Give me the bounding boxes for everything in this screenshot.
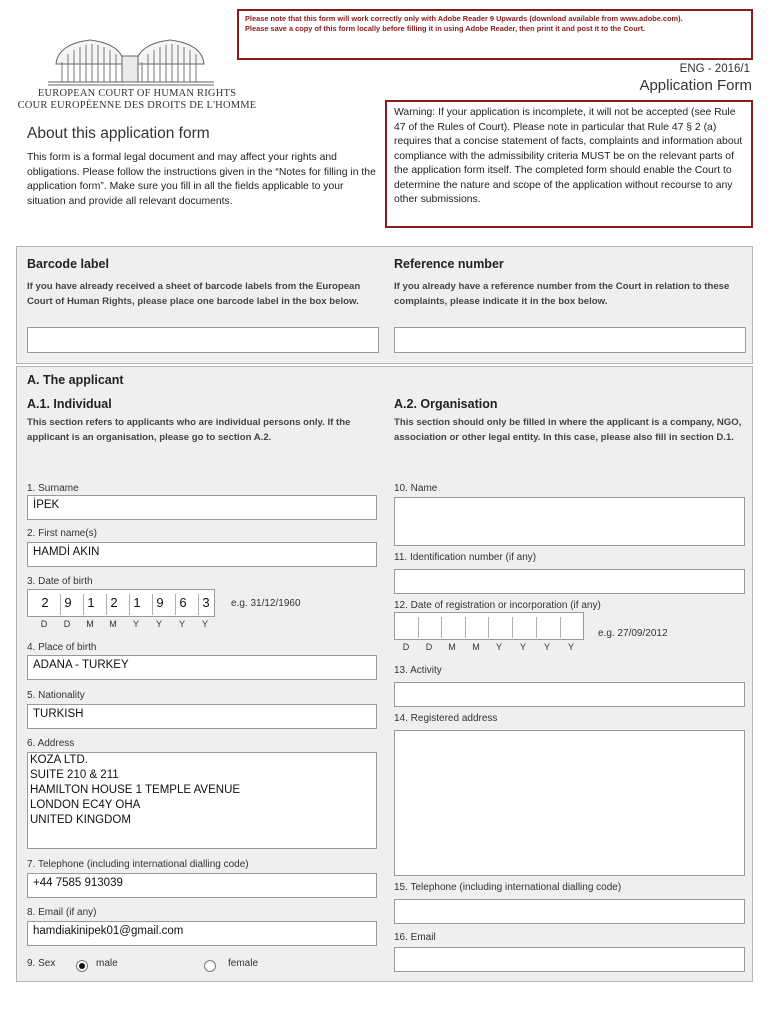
digit-divider [418,617,419,638]
org-reg-example: e.g. 27/09/2012 [598,628,668,639]
digit-divider [560,617,561,638]
court-name-french: COUR EUROPÉENNE DES DROITS DE L'HOMME [17,100,257,111]
sex-female-label: female [228,958,259,969]
dob-example: e.g. 31/12/1960 [231,598,301,609]
nationality-field[interactable]: TURKISH [27,704,377,729]
barcode-instructions: If you have already received a sheet of barcode labels from the European Court of Human Rights, please place one barcode label in the box below. [27,281,361,307]
pob-label: 4. Place of birth [27,642,97,653]
sex-male-label: male [96,958,118,969]
about-text: This form is a formal legal document and may affect your rights and obligations. Please follow the instructions given in the “Notes for filling in the application form”. Make sure you fill in all the fields applicable to your situation and provide all relevant documents. [27,152,376,207]
org-name-field[interactable] [394,497,745,546]
email-field[interactable]: hamdiakinipek01@gmail.com [27,921,377,946]
first-name-field[interactable]: HAMDİ AKIN [27,542,377,567]
organisation-instructions: This section should only be filled in where the applicant is a company, NGO, association or other legal entity. In this case, please also fill in section D.1. [394,417,742,443]
form-code: ENG - 2016/1 [679,63,750,75]
barcode-label-box[interactable] [27,327,379,353]
reg-letter: Y [543,642,550,652]
dob-letter: M [86,619,94,629]
dob-field[interactable] [27,589,215,617]
notice-line-2: Please save a copy of this form locally before filling it in using Adobe Reader, then print it and post it to the Court. [245,24,646,33]
dob-digit: 6 [179,595,187,610]
org-activity-label: 13. Activity [394,665,442,676]
reg-letter: D [425,642,433,652]
org-activity-field[interactable] [394,682,745,707]
org-name-label: 10. Name [394,483,438,494]
email-label: 8. Email (if any) [27,907,97,918]
reference-title: Reference number [394,257,504,271]
dob-digit: 1 [87,595,95,610]
barcode-reference-panel [16,246,753,364]
dob-digit: 1 [133,595,141,610]
org-id-field[interactable] [394,569,745,594]
notice-line-1: Please note that this form will work correctly only with Adobe Reader 9 Upwards (download available from www.adobe.com). [245,14,683,23]
dob-digit: 9 [64,595,72,610]
dob-format-letters [27,619,217,631]
phone-label: 7. Telephone (including international dialling code) [27,859,249,870]
dob-letter: D [40,619,48,629]
sex-male-radio[interactable] [76,960,88,972]
dob-letter: Y [178,619,185,629]
reg-letter: Y [567,642,574,652]
organisation-title: A.2. Organisation [394,397,498,411]
dob-letter: Y [201,619,208,629]
individual-instructions: This section refers to applicants who are individual persons only. If the applicant is an organisation, please go to section A.2. [27,417,351,443]
reference-number-input[interactable] [394,327,746,353]
reg-letter: D [402,642,410,652]
digit-divider [441,617,442,638]
applicant-section-title: A. The applicant [27,373,124,387]
incomplete-application-warning: Warning: If your application is incomplete, it will not be accepted (see Rule 47 of the Rules of Court). Please note in particular that Rule 47 § 2 (a) requires that a concise statement of facts, complaints and information about compliance with the admissibility criteria MUST be on the relevant parts of the application form itself. The completed form should enable the Court to determine the nature and scope of the application without recourse to any other submissions. [385,100,753,228]
address-field[interactable]: KOZA LTD. SUITE 210 & 211 HAMILTON HOUSE 1 TEMPLE AVENUE LONDON EC4Y OHA UNITED KINGDOM [27,752,377,849]
sex-label: 9. Sex [27,958,56,969]
org-reg-date-label: 12. Date of registration or incorporation (if any) [394,600,601,611]
sex-female-radio[interactable] [204,960,216,972]
org-address-label: 14. Registered address [394,713,498,724]
dob-letter: D [63,619,71,629]
digit-divider [465,617,466,638]
org-phone-field[interactable] [394,899,745,924]
reg-letter: M [472,642,480,652]
digit-divider [512,617,513,638]
address-label: 6. Address [27,738,75,749]
dob-digit: 9 [156,595,164,610]
digit-divider [488,617,489,638]
dob-letter: Y [132,619,139,629]
org-email-field[interactable] [394,947,745,972]
first-name-label: 2. First name(s) [27,528,98,539]
phone-field[interactable]: +44 7585 913039 [27,873,377,898]
org-email-label: 16. Email [394,932,436,943]
individual-title: A.1. Individual [27,397,112,411]
dob-digit: 2 [110,595,118,610]
org-reg-format-letters [394,642,584,654]
applicant-panel [16,366,753,982]
org-reg-date-field[interactable] [394,612,584,640]
nationality-label: 5. Nationality [27,690,85,701]
reg-letter: Y [495,642,502,652]
reference-instructions: If you already have a reference number from the Court in relation to these complaints, please indicate it in the box below. [394,281,730,307]
dob-digit: 2 [41,595,49,610]
reg-letter: Y [519,642,526,652]
dob-letter: Y [155,619,162,629]
digit-divider [536,617,537,638]
surname-label: 1. Surname [27,483,79,494]
org-id-label: 11. Identification number (if any) [394,552,537,563]
surname-field[interactable]: İPEK [27,495,377,520]
dob-letter: M [109,619,117,629]
court-name-english: EUROPEAN COURT OF HUMAN RIGHTS [37,88,237,99]
dob-digit: 3 [202,595,210,610]
dob-label: 3. Date of birth [27,576,93,587]
reg-letter: M [448,642,456,652]
place-of-birth-field[interactable]: ADANA - TURKEY [27,655,377,680]
form-title: Application Form [639,77,752,94]
org-address-field[interactable] [394,730,745,876]
org-phone-label: 15. Telephone (including international dialling code) [394,882,622,893]
adobe-reader-notice [237,9,753,60]
about-title: About this application form [27,125,210,142]
barcode-title: Barcode label [27,257,109,271]
